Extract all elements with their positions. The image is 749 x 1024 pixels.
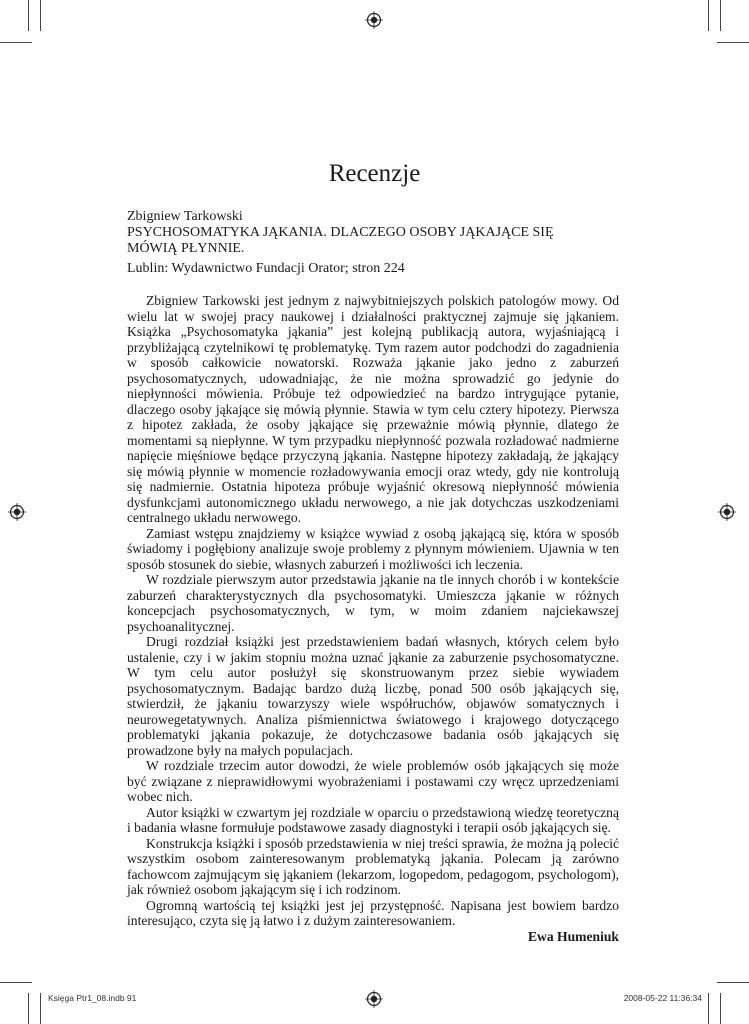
crop-mark — [28, 993, 29, 1024]
paragraph: W rozdziale pierwszym autor przedstawia jąkanie na tle innych chorób i w kontekście zaburzeń charakterystycznych dla psychosomatyki. Umieszcza jąkanie w różnych koncepcjach psychosomatycznych, w tym, w moim zdaniem najciekawszej psychoanalitycznej. — [127, 572, 619, 634]
registration-mark-icon — [718, 503, 736, 521]
book-title-line: MÓWIĄ PŁYNNIE. — [127, 241, 245, 256]
crop-mark — [717, 982, 749, 983]
section-heading: Recenzje — [328, 160, 421, 187]
registration-mark-icon — [365, 11, 383, 29]
slug-file: Księga Ptr1_08.indb 91 — [48, 993, 137, 1003]
crop-mark — [708, 993, 709, 1024]
paragraph: Zamiast wstępu znajdziemy w książce wywiad z osobą jąkającą się, która w sposób świadomy i pogłębiony analizuje swoje problemy z płynnym mówieniem. Ujawnia w ten sposób stosunek do siebie, własnych zaburzeń i możliwości ich leczenia. — [127, 525, 619, 572]
crop-mark — [0, 42, 32, 43]
crop-mark — [0, 982, 32, 983]
book-publication: Lublin: Wydawnictwo Fundacji Orator; stron 224 — [127, 261, 405, 276]
paragraph: Konstrukcja książki i sposób przedstawienia w niej treści sprawia, że można ją polecić wszystkim osobom zainteresowanym problematyką jąkania. Polecam ją zarówno fachowcom zajmującym się jąkaniem (lekarzom, logopedom, pedagogom, psychologom), jak również osobom jąkającym się i ich rodzinom. — [127, 835, 619, 897]
paragraph: W rozdziale trzecim autor dowodzi, że wiele problemów osób jąkających się może być związane z nieprawidłowymi wyobrażeniami i postawami czy wręcz uprzedzeniami wobec nich. — [127, 758, 619, 804]
crop-mark — [40, 0, 41, 31]
crop-mark — [40, 993, 41, 1024]
crop-mark — [720, 993, 721, 1024]
crop-mark — [720, 0, 721, 31]
book-info — [127, 209, 622, 277]
book-title-line: PSYCHOSOMATYKA JĄKANIA. DLACZEGO OSOBY JĄKAJĄCE SIĘ — [127, 225, 554, 240]
paragraph: Autor książki w czwartym jej rozdziale w oparciu o przedstawioną wiedzę teoretyczną i badania własne formułuje podstawowe zasady diagnostyki i terapii osób jąkających się. — [127, 804, 619, 835]
slug-timestamp: 2008-05-22 11:36:34 — [623, 993, 702, 1003]
reviewer-signature: Ewa Humeniuk — [527, 928, 619, 944]
paragraph: Zbigniew Tarkowski jest jednym z najwybitniejszych polskich patologów mowy. Od wielu lat w swojej pracy naukowej i działalności praktycznej zajmuje się jąkaniem. Książka „Psychosomatyka jąkania” jest kolejną publikacją autora, wyjaśniającą i przybliżającą czytelnikowi tę problematykę. Tym razem autor podchodzi do zagadnienia w sposób całkowicie nowatorski. Rozważa jąkanie jako jedno z zaburzeń psychosomatycznych, udowadniając, że nie można sprowadzić go jedynie do niepłynności mówienia. Próbuje też odpowiedzieć na bardzo intrygujące pytanie, dlaczego osoby jąkające się mówią płynnie. Stawia w tym celu cztery hipotezy. Pierwsza z hipotez zakłada, że osoby jąkające się przeważnie mówią płynnie, dlatego że momentami są niepłynne. W tym przypadku niepłynność pozwala rozładować nadmierne napięcie mięśniowe będące przyczyną jąkania. Następne hipotezy zakładają, że jąkający się mówią płynnie w momencie rozładowywania emocji oraz wtedy, gdy nie kontrolują się nadmiernie. Ostatnia hipoteza próbuje wyjaśnić okresową niepłynność mówienia dysfunkcjami autonomicznego układu nerwowego, a nie jak dotychczas uszkodzeniami centralnego układu nerwowego. — [127, 293, 619, 525]
crop-mark — [717, 42, 749, 43]
review-body — [127, 293, 619, 944]
crop-mark — [708, 0, 709, 31]
book-author: Zbigniew Tarkowski — [127, 209, 243, 224]
paragraph: Drugi rozdział książki jest przedstawieniem badań własnych, których celem było ustalenie, czy i w jakim stopniu można uznać jąkanie za zaburzenie psychosomatyczne. W tym celu autor posłużył się skonstruowanym przez siebie wywiadem psychosomatycznym. Badając bardzo dużą liczbę, ponad 500 osób jąkających się, stwierdził, że jąkaniu towarzyszy wiele współruchów, objawów somatycznych i neurowegetatywnych. Analiza piśmiennictwa światowego i krajowego dotyczącego problematyki jąkania pokazuje, że dotychczasowe badania osób jąkających się prowadzone były na małych populacjach. — [127, 634, 619, 758]
registration-mark-icon — [365, 990, 383, 1008]
crop-mark — [28, 0, 29, 31]
registration-mark-icon — [8, 503, 26, 521]
paragraph: Ogromną wartością tej książki jest jej przystępność. Napisana jest bowiem bardzo interesująco, czyta się ją łatwo i z dużym zainteresowaniem. — [127, 897, 619, 928]
